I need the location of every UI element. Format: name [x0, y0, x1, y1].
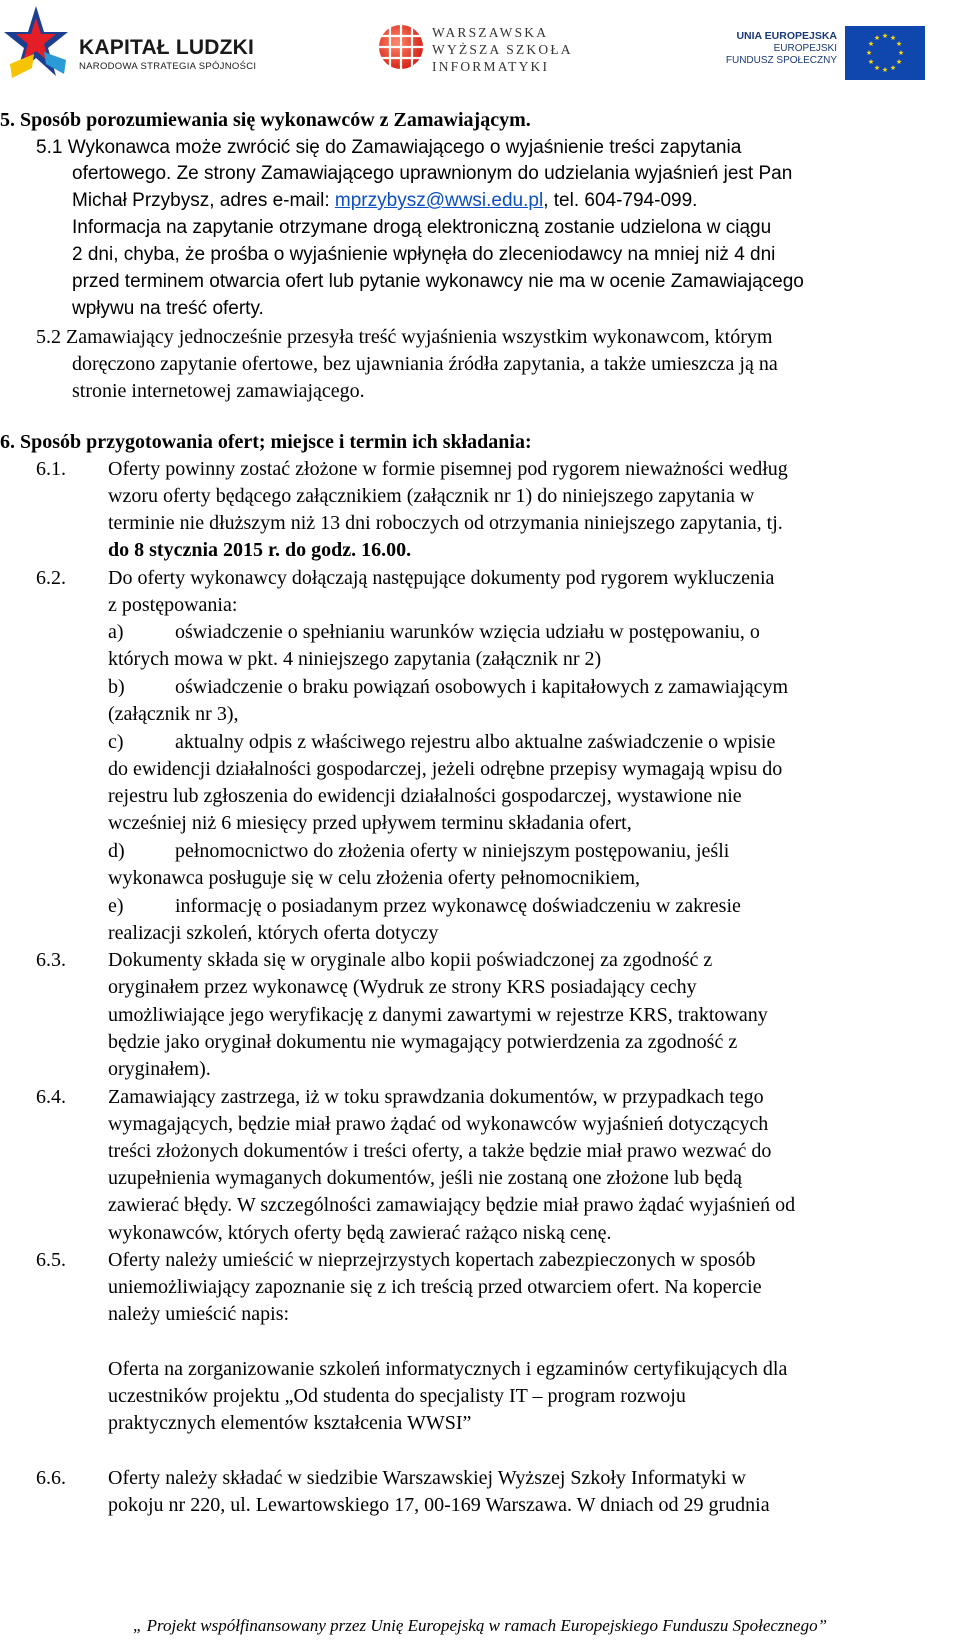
s6-6-line-2: pokoju nr 220, ul. Lewartowskiego 17, 00-169 Warszawa. W dniach od 29 grudnia [108, 1494, 770, 1516]
s6-4-line-3: treści złożonych dokumentów i treści oferty, a także będzie miał prawo wezwać do [108, 1140, 772, 1162]
s6-6-line-1: Oferty należy składać w siedzibie Warszawskiej Wyższej Szkoły Informatyki w [108, 1467, 746, 1489]
s6-4-line-1: Zamawiający zastrzega, iż w toku sprawdzania dokumentów, w przypadkach tego [108, 1086, 764, 1108]
eu-line-3: FUNDUSZ SPOŁECZNY [725, 55, 837, 66]
page-header [0, 0, 960, 96]
s6-1-line-2: wzoru oferty będącego załącznikiem (załącznik nr 1) do niniejszego zapytania w [108, 485, 755, 507]
item-number: 6.1. [36, 458, 66, 480]
eu-line-2: EUROPEJSKI [773, 43, 837, 54]
list-marker: b) [108, 676, 125, 698]
contact-name: Michał Przybysz, adres e-mail: [72, 190, 335, 211]
envelope-text-line-1: Oferta na zorganizowanie szkoleń informatycznych i egzaminów certyfikujących dla [108, 1358, 788, 1380]
s6-4-line-2: wymagających, będzie miał prawo żądać od wykonawców wyjaśnień dotyczących [108, 1113, 769, 1135]
s5-1-line-2: ofertowego. Ze strony Zamawiającego uprawnionym do udzielania wyjaśnień jest Pan [72, 163, 793, 184]
item-number: 6.3. [36, 949, 66, 971]
wwsi-line-1: WARSZAWSKA [432, 25, 549, 40]
wwsi-line-3: INFORMATYKI [432, 59, 550, 74]
svg-text:★: ★ [897, 49, 905, 57]
envelope-text-line-3: praktycznych elementów kształcenia WWSI” [108, 1412, 472, 1434]
svg-text:★: ★ [873, 64, 881, 72]
item-number: 6.2. [36, 567, 66, 589]
eu-flag-icon [845, 26, 925, 80]
list-marker: e) [108, 895, 124, 917]
item-c-line-3: rejestru lub zgłoszenia do ewidencji działalności gospodarczej, wystawione nie [108, 785, 742, 807]
list-marker: a) [108, 621, 124, 643]
eu-line-1: UNIA EUROPEJSKA [736, 30, 837, 42]
s6-5-line-3: należy umieścić napis: [108, 1303, 290, 1325]
s6-3-line-2: oryginałem przez wykonawcę (Wydruk ze strony KRS posiadający cechy [108, 976, 697, 998]
svg-text:★: ★ [889, 64, 897, 72]
kapital-ludzki-subtitle: NARODOWA STRATEGIA SPÓJNOŚCI [79, 61, 257, 72]
item-d-line-2: wykonawca posługuje się w celu złożenia oferty pełnomocnikiem, [108, 867, 641, 889]
kapital-ludzki-logo [4, 4, 274, 88]
svg-text:★: ★ [895, 40, 903, 48]
svg-text:★: ★ [865, 49, 873, 57]
envelope-text-line-2: uczestników projektu „Od studenta do specjalisty IT – program rozwoju [108, 1385, 686, 1407]
kapital-ludzki-star-icon [4, 4, 74, 88]
s6-3-line-5: oryginałem). [108, 1058, 211, 1080]
item-c-line-2: do ewidencji działalności gospodarczej, jeżeli odrębne przepisy wymagają wpisu do [108, 758, 783, 780]
item-c-line-1: aktualny odpis z właściwego rejestru albo aktualne zaświadczenie o wpisie [175, 731, 776, 753]
item-a-line-1: oświadczenie o spełnianiu warunków wzięcia udziału w postępowaniu, o [175, 621, 760, 643]
item-c-line-4: wcześniej niż 6 miesięcy przed upływem terminu składania ofert, [108, 812, 632, 834]
s5-2-line-2: doręczono zapytanie ofertowe, bez ujawniania źródła zapytania, a także umieszcza ją na [72, 353, 778, 375]
item-a-line-2: których mowa w pkt. 4 niniejszego zapytania (załącznik nr 2) [108, 648, 602, 670]
svg-text:★: ★ [881, 32, 889, 40]
svg-text:★: ★ [895, 58, 903, 66]
eu-logo [720, 26, 925, 80]
item-number: 6.4. [36, 1086, 66, 1108]
info-line-2: 2 dni, chyba, że prośba o wyjaśnienie wpłynęła do zleceniodawcy na mniej niż 4 dni [72, 244, 776, 265]
wwsi-line-2: WYŻSZA SZKOŁA [432, 42, 573, 57]
item-b-line-1: oświadczenie o braku powiązań osobowych i kapitałowych z zamawiającym [175, 676, 789, 698]
wwsi-sphere-icon [378, 24, 424, 70]
email-link[interactable]: mprzybysz@wwsi.edu.pl [334, 190, 544, 211]
section-5-heading: 5. Sposób porozumiewania się wykonawców z Zamawiającym. [0, 109, 531, 131]
kapital-ludzki-title: KAPITAŁ LUDZKI [79, 36, 255, 59]
s6-3-line-3: umożliwiające jego weryfikację z danymi zawartymi w rejestrze KRS, traktowany [108, 1004, 768, 1026]
s6-5-line-1: Oferty należy umieścić w nieprzejrzystych kopertach zabezpieczonych w sposób [108, 1249, 756, 1271]
list-marker: d) [108, 840, 125, 862]
item-e-line-2: realizacji szkoleń, których oferta dotyczy [108, 922, 439, 944]
s6-1-line-3: terminie nie dłuższym niż 13 dni roboczych od otrzymania niniejszego zapytania, tj. [108, 512, 783, 534]
s6-3-line-1: Dokumenty składa się w oryginale albo kopii poświadczonej za zgodność z [108, 949, 713, 971]
svg-text:★: ★ [881, 66, 889, 74]
s6-4-line-6: wykonawców, których oferty będą zawierać rażąco niską cenę. [108, 1222, 612, 1244]
info-line-4: wpływu na treść oferty. [72, 298, 264, 319]
deadline: do 8 stycznia 2015 r. do godz. 16.00. [108, 539, 412, 561]
contact-phone: , tel. 604-794-099. [543, 190, 698, 211]
s6-1-line-1: Oferty powinny zostać złożone w formie pisemnej pod rygorem nieważności według [108, 458, 788, 480]
svg-text:★: ★ [873, 34, 881, 42]
s5-2-line-3: stronie internetowej zamawiającego. [72, 380, 365, 402]
svg-text:★: ★ [867, 40, 875, 48]
s6-2-line-2: z postępowania: [108, 594, 238, 616]
svg-text:★: ★ [867, 58, 875, 66]
item-d-line-1: pełnomocnictwo do złożenia oferty w niniejszym postępowaniu, jeśli [175, 840, 730, 862]
s5-1-line-1: 5.1 Wykonawca może zwrócić się do Zamawiającego o wyjaśnienie treści zapytania [36, 137, 742, 158]
item-number: 6.5. [36, 1249, 66, 1271]
wwsi-name [432, 24, 573, 75]
item-e-line-1: informację o posiadanym przez wykonawcę doświadczeniu w zakresie [175, 895, 741, 917]
s6-3-line-4: będzie jako oryginał dokumentu nie wymagający potwierdzenia za zgodność z [108, 1031, 738, 1053]
list-marker: c) [108, 731, 124, 753]
s5-1-line-3 [72, 187, 697, 215]
s6-4-line-5: zawierać błędy. W szczególności zamawiający będzie miał prawo żądać wyjaśnień od [108, 1194, 796, 1216]
item-b-line-2: (załącznik nr 3), [108, 703, 239, 725]
svg-text:★: ★ [889, 34, 897, 42]
section-6-heading: 6. Sposób przygotowania ofert; miejsce i termin ich składania: [0, 431, 532, 453]
info-line-3: przed terminem otwarcia ofert lub pytanie wykonawcy nie ma w ocenie Zamawiającego [72, 271, 804, 292]
item-number: 6.6. [36, 1467, 66, 1489]
s6-4-line-4: uzupełnienia wymaganych dokumentów, jeśli nie zostaną one złożone lub będą [108, 1167, 743, 1189]
eu-text [726, 29, 837, 67]
s6-5-line-2: uniemożliwiający zapoznanie się z ich treścią przed otwarciem ofert. Na kopercie [108, 1276, 762, 1298]
s6-2-line-1: Do oferty wykonawcy dołączają następujące dokumenty pod rygorem wykluczenia [108, 567, 775, 589]
s5-2-line-1: 5.2 Zamawiający jednocześnie przesyła treść wyjaśnienia wszystkim wykonawcom, którym [36, 326, 773, 348]
wwsi-logo [378, 22, 578, 78]
page-footer: „ Projekt współfinansowany przez Unię Europejską w ramach Europejskiego Funduszu Społecznego” [132, 1616, 828, 1635]
info-line-1: Informacja na zapytanie otrzymane drogą elektroniczną zostanie udzielona w ciągu [72, 217, 772, 238]
